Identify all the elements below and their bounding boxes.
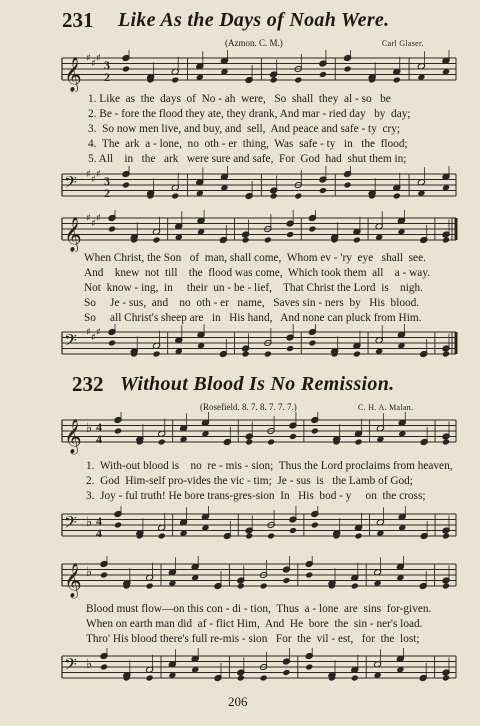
note-head [442, 350, 450, 357]
sharp-icon: ♯ [91, 332, 96, 344]
note-head [354, 438, 362, 445]
verse-line: Blood must flow—on this con - di - tion, Thus a - lone are sins for-given. [86, 603, 432, 615]
note-head [294, 76, 302, 83]
hymn-231-title: Like As the Days of Noah Were. [118, 9, 390, 31]
note-head [442, 582, 450, 589]
note-head [237, 674, 245, 681]
note-head [442, 532, 450, 539]
note-head [343, 65, 351, 72]
note-head [442, 674, 450, 681]
note-head [152, 350, 160, 357]
time-signature-top: 3 [104, 58, 110, 72]
verse-line: 3. Joy - ful truth! He bore trans-gres-sion In His bod - y on the cross; [86, 490, 426, 502]
verse-line: When Christ, the Son of man, shall come, Whom ev - 'ry eye shall see. [84, 252, 426, 264]
note-head [152, 236, 160, 243]
note-head [264, 350, 272, 357]
sharp-icon: ♯ [86, 53, 91, 64]
note-head [114, 427, 122, 434]
verse-line: So all Christ's sheep are in His hand, And none can pluck from Him. [84, 312, 422, 324]
note-head [282, 577, 290, 584]
note-head [270, 192, 278, 199]
sharp-icon: ♯ [91, 58, 96, 70]
note-head [343, 181, 351, 188]
note-head [108, 339, 116, 346]
treble-clef-icon: 𝄞 [64, 57, 82, 92]
note-head [122, 181, 130, 188]
note-head [308, 339, 316, 346]
sharp-icon: ♯ [96, 213, 101, 224]
sharp-icon: ♯ [96, 327, 101, 338]
bass-clef-icon: 𝄢 [64, 330, 77, 354]
note-head [237, 582, 245, 589]
note-head [289, 527, 297, 534]
hymn-232-treble-staff-2 [0, 556, 480, 600]
sharp-icon: ♯ [91, 218, 96, 230]
hymn-231-bass-staff-1 [0, 166, 480, 208]
note-head [245, 532, 253, 539]
note-head [305, 663, 313, 670]
sharp-icon: ♯ [91, 174, 96, 186]
time-signature-top: 4 [96, 514, 102, 528]
bass-clef-icon: 𝄢 [64, 172, 77, 196]
flat-icon: ♭ [86, 515, 93, 530]
bass-clef-icon: 𝄢 [64, 654, 77, 678]
note-head [353, 236, 361, 243]
flat-icon: ♭ [86, 565, 93, 580]
note-head [305, 571, 313, 578]
note-head [267, 532, 275, 539]
verse-line: Thro' His blood there's full re-mis - sion For the vil - est, for the lost; [86, 633, 420, 645]
note-head [393, 76, 401, 83]
note-head [294, 192, 302, 199]
page-number: 206 [228, 694, 248, 709]
note-head [242, 236, 250, 243]
verse-line: When on earth man did af - flict Him, And He bore the sin - ner's load. [86, 618, 423, 630]
hymn-232-tune: (Rosefield. 8. 7. 8. 7. 7. 7.) [200, 402, 297, 412]
note-head [146, 674, 154, 681]
hymn-232-treble-staff-1 [0, 412, 480, 456]
hymn-231-tune: (Azmon. C. M.) [225, 38, 283, 48]
hymn-231-treble-staff-2 [0, 210, 480, 252]
hymn-231-composer: Carl Glaser. [382, 39, 424, 48]
note-head [311, 521, 319, 528]
note-head [286, 231, 294, 238]
hymn-232-bass-staff-2 [0, 648, 480, 692]
verse-line: So Je - sus, and no oth - er name, Saves sin - ners by His blood. [84, 297, 420, 309]
note-head [260, 674, 268, 681]
note-head [242, 350, 250, 357]
time-signature-bottom: 2 [104, 70, 110, 84]
hymn-232-title: Without Blood Is No Remission. [120, 373, 395, 395]
time-signature-bottom: 4 [96, 526, 102, 540]
sharp-icon: ♯ [96, 53, 101, 64]
verse-line: 2. God Him-self pro-vides the vic - tim; Je - sus is the Lamb of God; [86, 475, 413, 487]
note-head [282, 669, 290, 676]
note-head [442, 438, 450, 445]
verse-line: Not know - ing, in their un - be - lief, That Christ the Lord is nigh. [84, 282, 423, 294]
time-signature-bottom: 4 [96, 432, 102, 446]
note-head [260, 582, 268, 589]
note-head [171, 192, 179, 199]
hymn-232-number: 232 [72, 372, 104, 396]
note-head [158, 532, 166, 539]
note-head [245, 438, 253, 445]
time-signature-top: 4 [96, 420, 102, 434]
note-head [351, 582, 359, 589]
verse-line: 1. With-out blood is no re - mis - sion; Thus the Lord proclaims from heaven, [86, 460, 453, 472]
note-head [171, 76, 179, 83]
note-head [354, 532, 362, 539]
note-head [146, 582, 154, 589]
note-head [270, 76, 278, 83]
hymn-232-composer: C. H. A. Malan. [358, 403, 414, 412]
note-head [100, 571, 108, 578]
note-head [289, 433, 297, 440]
flat-icon: ♭ [86, 421, 93, 436]
sharp-icon: ♯ [86, 213, 91, 224]
treble-clef-icon: 𝄞 [64, 563, 82, 598]
note-head [351, 674, 359, 681]
note-head [393, 192, 401, 199]
note-head [122, 65, 130, 72]
verse-line: And knew not till the flood was come, Which took them all a - way. [84, 267, 431, 279]
verse-line: 3. So now men live, and buy, and sell, And peace and safe - ty cry; [88, 123, 401, 135]
bass-clef-icon: 𝄢 [64, 512, 77, 536]
note-head [267, 438, 275, 445]
hymn-231-treble-staff-1 [0, 50, 480, 92]
sharp-icon: ♯ [86, 327, 91, 338]
verse-line: 2. Be - fore the flood they ate, they drank, And mar - ried day by day; [88, 108, 411, 120]
note-head [319, 71, 327, 78]
time-signature-bottom: 2 [104, 186, 110, 200]
verse-line: 4. The ark a - lone, no oth - er thing, Was safe - ty in the flood; [88, 138, 408, 150]
note-head [442, 236, 450, 243]
note-head [114, 521, 122, 528]
time-signature-top: 3 [104, 174, 110, 188]
note-head [108, 225, 116, 232]
note-head [311, 427, 319, 434]
note-head [158, 438, 166, 445]
hymn-232-bass-staff-1 [0, 506, 480, 550]
hymn-231-bass-staff-2 [0, 324, 480, 366]
note-head [353, 350, 361, 357]
note-head [286, 345, 294, 352]
sharp-icon: ♯ [96, 169, 101, 180]
note-head [319, 187, 327, 194]
verse-line: 5. All in the ark were sure and safe, For God had shut them in; [88, 153, 407, 165]
treble-clef-icon: 𝄞 [64, 419, 82, 454]
note-head [308, 225, 316, 232]
verse-line: 1. Like as the days of No - ah were, So shall they al - so be [88, 93, 391, 105]
note-head [264, 236, 272, 243]
note-head [100, 663, 108, 670]
sharp-icon: ♯ [86, 169, 91, 180]
flat-icon: ♭ [86, 657, 93, 672]
hymn-231-number: 231 [62, 8, 94, 32]
treble-clef-icon: 𝄞 [64, 217, 82, 252]
